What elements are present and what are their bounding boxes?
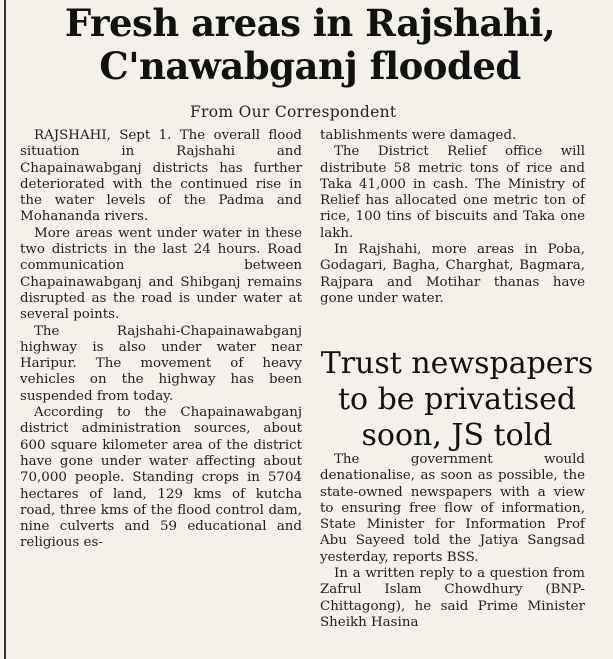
subheadline-line-3: soon, JS told <box>361 418 553 453</box>
paragraph: In a written reply to a question from Zafrul Islam Chowdhury (BNP-Chittagong), he said Prime Minister Sheikh Hasina <box>320 566 585 630</box>
subheadline-line-1: Trust newspapers <box>320 346 594 381</box>
subheadline-line-2: to be privatised <box>337 382 577 417</box>
right-column-top <box>320 128 585 307</box>
paragraph: The government would denationalise, as soon as possible, the state-owned newspapers with a view to ensuring free flow of information, State Minister for Information Prof Abu Sayeed told the Jatiya Sangsad yesterday, reports BSS. <box>320 452 585 565</box>
paragraph: According to the Chapainawabganj district administration sources, about 600 square kilometer area of the district have gone under water affecting about 70,000 people. Standing crops in 5704 hectares of land, 129 kms of kutcha road, three kms of the flood control dam, nine culverts and 59 educational and religious es- <box>20 405 302 551</box>
headline-line-1: Fresh areas in Rajshahi, <box>64 1 556 45</box>
headline-line-2: C'nawabganj flooded <box>99 44 521 88</box>
right-column-bottom <box>320 452 585 631</box>
left-column <box>20 128 302 552</box>
paragraph: More areas went under water in these two districts in the last 24 hours. Road communication between Chapainawabganj and Shibganj remains disrupted as the road is under water at several points. <box>20 225 302 323</box>
subheadline <box>312 346 602 454</box>
paragraph: RAJSHAHI, Sept 1. The overall flood situation in Rajshahi and Chapainawabganj districts has further deteriorated with the continued rise in the water levels of the Padma and Mohananda rivers. <box>20 128 302 225</box>
byline: From Our Correspondent <box>190 103 397 121</box>
paragraph: The District Relief office will distribute 58 metric tons of rice and Taka 41,000 in cash. The Ministry of Relief has allocated one metric ton of rice, 100 tins of biscuits and Taka one lakh. <box>320 144 585 241</box>
column-rule <box>4 0 6 659</box>
headline <box>10 2 610 88</box>
paragraph: tablishments were damaged. <box>320 128 517 143</box>
paragraph: The Rajshahi-Chapainawabganj highway is also under water near Haripur. The movement of heavy vehicles on the highway has been suspended from today. <box>20 323 302 404</box>
paragraph: In Rajshahi, more areas in Poba, Godagari, Bagha, Charghat, Bagmara, Rajpara and Motihar thanas have gone under water. <box>320 242 585 306</box>
